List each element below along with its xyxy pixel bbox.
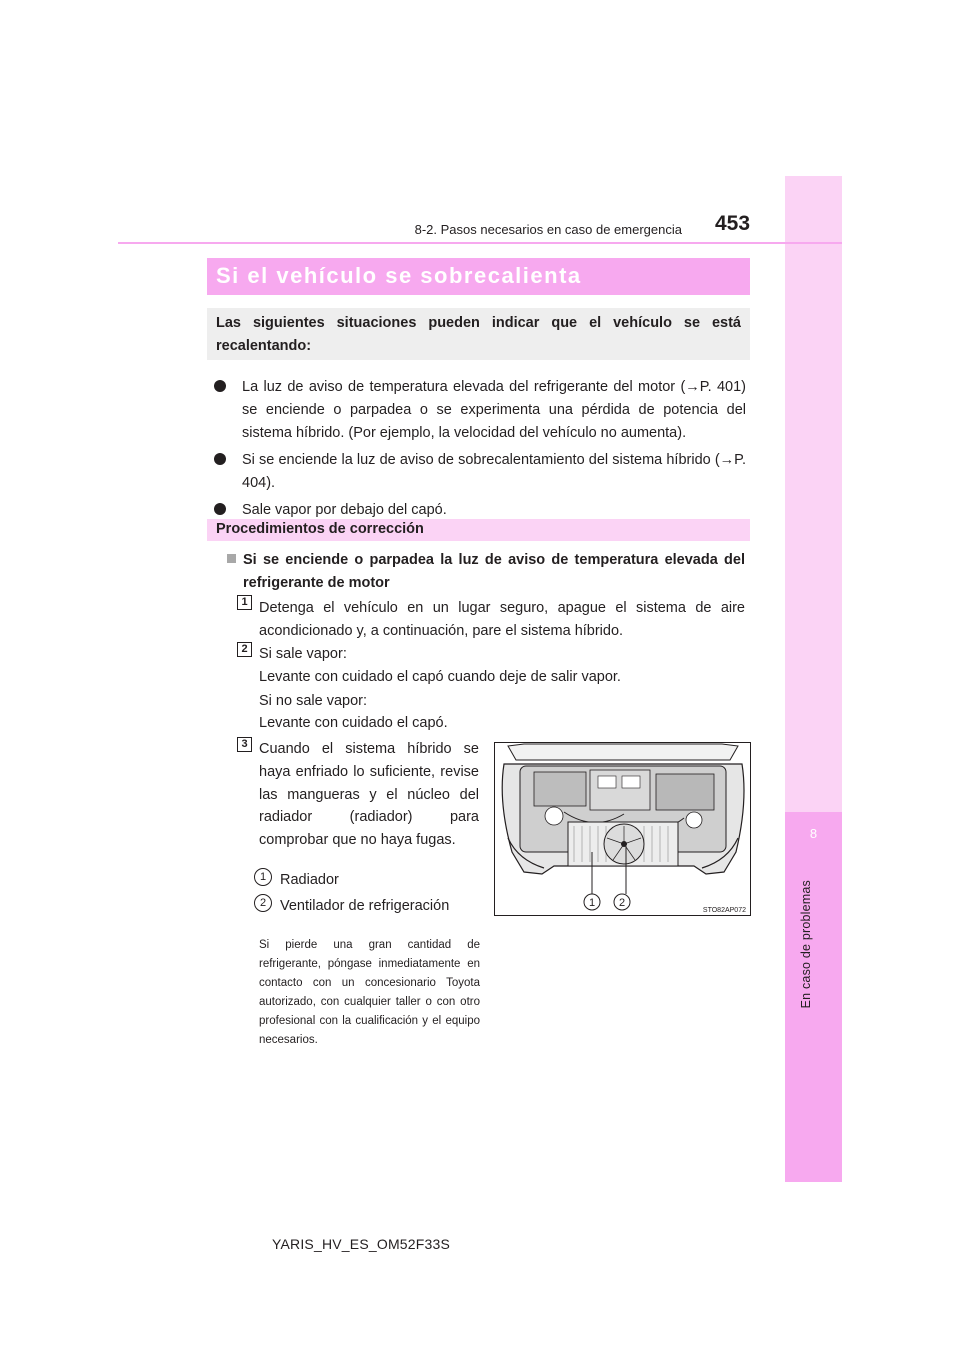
- chapter-number: 8: [809, 826, 818, 841]
- bullet-icon: [214, 380, 226, 392]
- list-item: Sale vapor por debajo del capó.: [214, 499, 746, 522]
- list-item: Si se enciende la luz de aviso de sobrecalentamiento del sistema híbrido (→P. 404).: [214, 449, 746, 495]
- cap-icon: [686, 812, 702, 828]
- procedures-title: Procedimientos de corrección: [216, 521, 424, 537]
- battery-icon: [534, 772, 586, 806]
- chapter-label: En caso de problemas: [799, 880, 813, 1009]
- hood-icon: [508, 744, 738, 760]
- step-number-3: 3: [237, 737, 252, 752]
- step-2-line-2: Levante con cuidado el capó cuando deje de salir vapor.: [259, 669, 621, 685]
- page-number: 453: [715, 212, 751, 235]
- step-2-line-3: Si no sale vapor:: [259, 693, 368, 709]
- step-2-line-4: Levante con cuidado el capó.: [259, 715, 448, 731]
- bullet-icon: [214, 453, 226, 465]
- section-title: 8-2. Pasos necesarios en caso de emergencia: [414, 222, 682, 237]
- legend-label-radiator: Radiador: [280, 872, 339, 888]
- bullet-icon: [214, 503, 226, 515]
- legend-label-fan: Ventilador de refrigeración: [280, 898, 450, 914]
- note-text: Si pierde una gran cantidad de refrigerante, póngase inmediatamente en contacto con un concesionario Toyota autorizado, con cualquier taller o con otro profesional con la cualificación y el equipo necesarios.: [259, 939, 480, 1046]
- callout-1-label: 1: [588, 897, 596, 909]
- engine-block-icon: [656, 774, 714, 810]
- intro-text: Las siguientes situaciones pueden indicar que el vehículo se está recalentando:: [216, 315, 741, 354]
- page-title: Si el vehículo se sobrecalienta: [216, 263, 582, 288]
- figure-code: STO82AP072: [702, 907, 746, 914]
- symptom-list: [214, 376, 746, 526]
- document-code: YARIS_HV_ES_OM52F33S: [272, 1236, 451, 1252]
- callout-2-label: 2: [618, 897, 626, 909]
- step-1-text: Detenga el vehículo en un lugar seguro, apague el sistema de aire acondicionado y, a continuación, pare el sistema híbrido.: [259, 600, 745, 639]
- header-rule: [118, 242, 842, 244]
- legend-number-2: 2: [254, 894, 272, 912]
- step-number-2: 2: [237, 642, 252, 657]
- procedure-subheading: Si se enciende o parpadea la luz de aviso de temperatura elevada del refrigerante de motor: [243, 552, 745, 591]
- step-3-text: Cuando el sistema híbrido se haya enfriado lo suficiente, revise las mangueras y el núcleo del radiador (radiador) para comprobar que no haya fugas.: [259, 741, 479, 849]
- legend-number-1: 1: [254, 868, 272, 886]
- step-number-1: 1: [237, 595, 252, 610]
- square-bullet-icon: [227, 554, 236, 563]
- list-item: La luz de aviso de temperatura elevada del refrigerante del motor (→P. 401) se enciende o parpadea o se experimenta una pérdida de potencia del sistema híbrido. (Por ejemplo, la velocidad del vehículo no aumenta).: [214, 376, 746, 445]
- step-2-line-1: Si sale vapor:: [259, 646, 347, 662]
- reservoir-icon: [545, 807, 563, 825]
- engine-illustration: [494, 742, 751, 916]
- chapter-tab-active[interactable]: [785, 812, 842, 1182]
